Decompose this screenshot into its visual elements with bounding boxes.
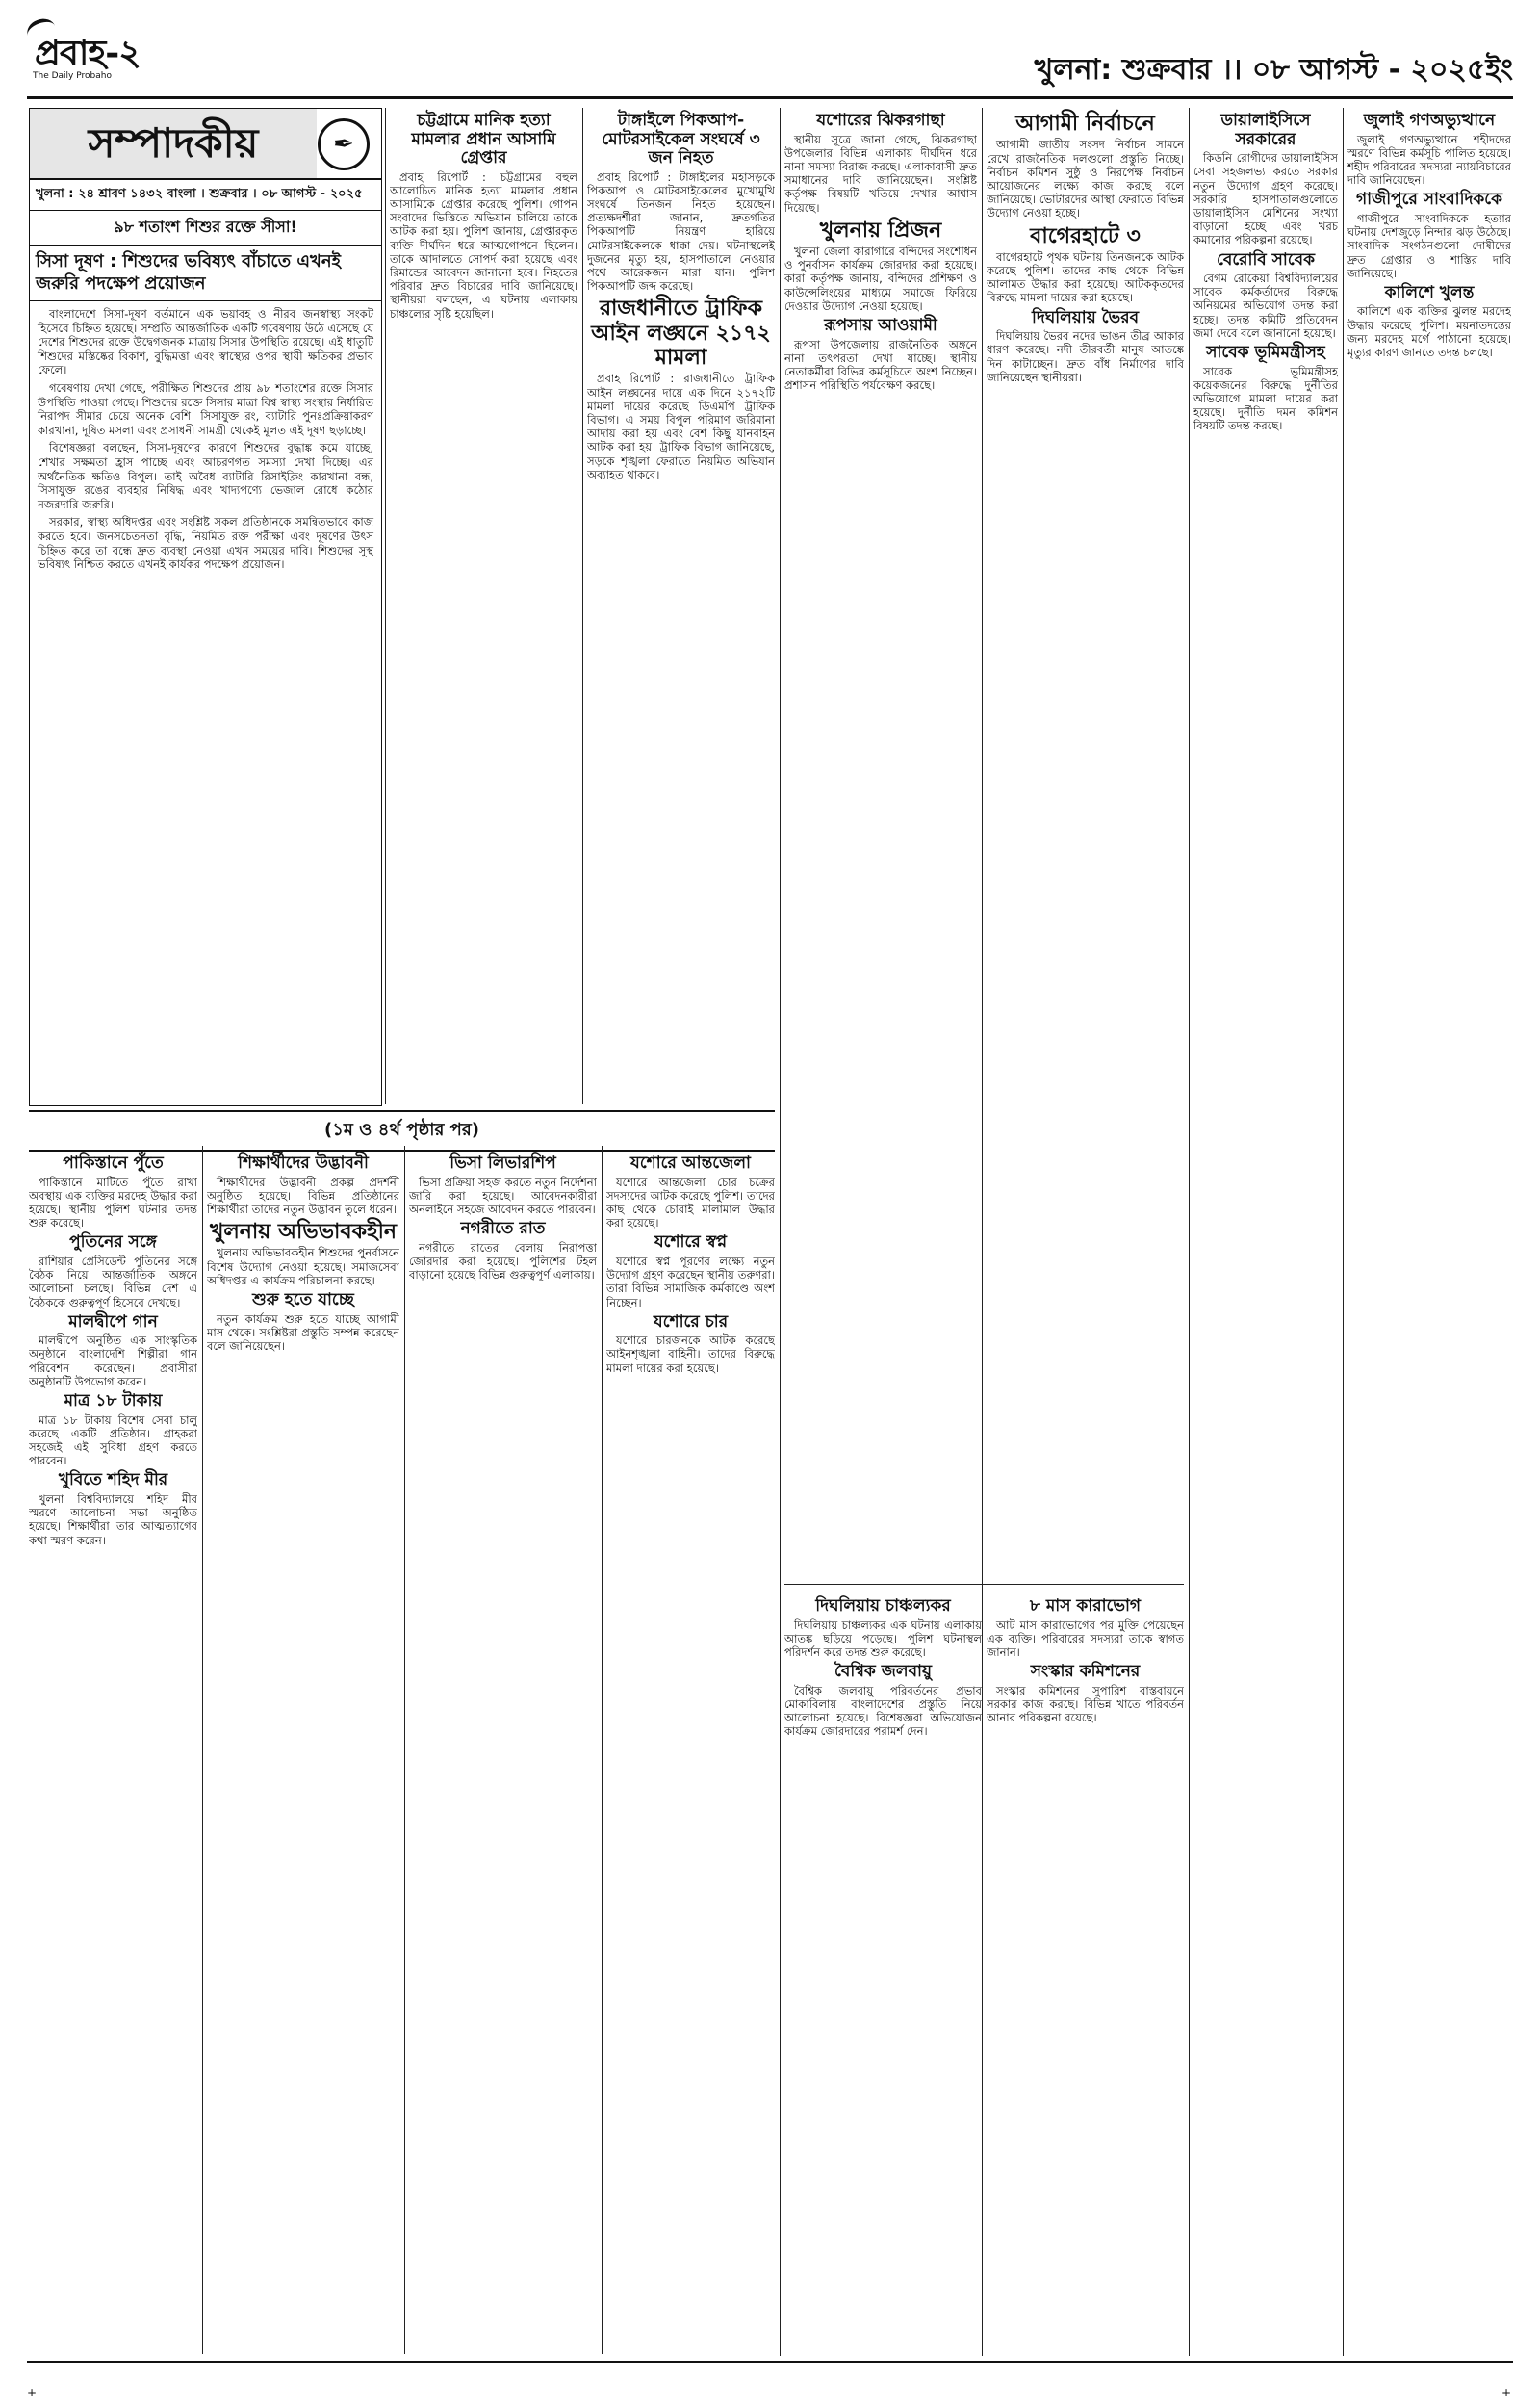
editorial-box <box>29 108 382 1106</box>
article-body: খুলনা জেলা কারাগারে বন্দিদের সংশোধন ও পুনর্বাসন কার্যক্রম জোরদার করা হয়েছে। কারা কর্তৃপক্ষ জানায়, বন্দিদের প্রশিক্ষণ ও কাউন্সেলিংয়ের মাধ্যমে সমাজে ফিরিয়ে দেওয়ার উদ্যোগ নেওয়া হয়েছে। <box>784 245 977 313</box>
column-4-bottom <box>606 1151 775 2354</box>
column-rule <box>1189 108 1190 2356</box>
article-body: সাবেক ভূমিমন্ত্রীসহ কয়েকজনের বিরুদ্ধে দুর্নীতির অভিযোগে মামলা দায়ের করা হয়েছে। দুর্নীতি দমন কমিশন বিষয়টি তদন্ত করছে। <box>1194 364 1338 433</box>
column-rule <box>780 108 781 2356</box>
logo-subtitle: The Daily Probaho <box>33 71 112 81</box>
article-body: খুলনায় অভিভাবকহীন শিশুদের পুনর্বাসনে বিশেষ উদ্যোগ নেওয়া হয়েছে। সমাজসেবা অধিদপ্তর এ কার্যক্রম পরিচালনা করছে। <box>207 1246 399 1287</box>
editorial-paragraph: সরকার, স্বাস্থ্য অধিদপ্তর এবং সংশ্লিষ্ট সকল প্রতিষ্ঠানকে সমন্বিতভাবে কাজ করতে হবে। জনসচেতনতা বৃদ্ধি, নিয়মিত রক্ত পরীক্ষা এবং দূষণের উৎস চিহ্নিত করে তা বন্ধে দ্রুত ব্যবস্থা নেওয়া এখন সময়ের দাবি। শিশুদের সুস্থ ভবিষ্যৎ নিশ্চিত করতে এখনই কার্যকর পদক্ষেপ প্রয়োজন। <box>38 515 373 572</box>
article-body: জুলাই গণঅভ্যুত্থানে শহীদদের স্মরণে বিভিন্ন কর্মসূচি পালিত হয়েছে। শহীদ পরিবারের সদস্যরা ন্যায়বিচারের দাবি জানিয়েছেন। <box>1348 132 1511 188</box>
article-body: প্রবাহ রিপোর্ট : টাঙ্গাইলের মহাসড়কে পিকআপ ও মোটরসাইকেলের মুখোমুখি সংঘর্ষে তিনজন নিহত হয়েছেন। প্রত্যক্ষদর্শীরা জানান, দ্রুতগতির পিকআপটি নিয়ন্ত্রণ হারিয়ে মোটরসাইকেলকে ধাক্কা দেয়। ঘটনাস্থলেই দুজনের মৃত্যু হয়, হাসপাতালে নেওয়ার পথে আরেকজন মারা যান। পুলিশ পিকআপটি জব্দ করেছে। <box>587 169 775 294</box>
editorial-paragraph: বিশেষজ্ঞরা বলছেন, সিসা-দূষণের কারণে শিশুদের বুদ্ধাঙ্ক কমে যাচ্ছে, শেখার সক্ষমতা হ্রাস পাচ্ছে এবং আচরণগত সমস্যা দেখা দিচ্ছে। এর অর্থনৈতিক ক্ষতিও বিপুল। তাই অবৈধ ব্যাটারি রিসাইক্লিং কারখানা বন্ধ, সিসাযুক্ত রঙের ব্যবহার নিষিদ্ধ এবং খাদ্যপণ্যে ভেজাল রোধে কঠোর নজরদারি জরুরি। <box>38 441 373 511</box>
column-rule <box>202 1146 203 2354</box>
column-3-bottom <box>409 1151 597 2354</box>
article-headline: যশোরে স্বপ্ন <box>654 1232 728 1253</box>
article-body: ভিসা প্রক্রিয়া সহজ করতে নতুন নির্দেশনা জারি করা হয়েছে। আবেদনকারীরা অনলাইনে সহজে আবেদন করতে পারবেন। <box>409 1175 597 1216</box>
crop-mark: + <box>1502 2386 1512 2399</box>
article-body: প্রবাহ রিপোর্ট : চট্টগ্রামের বহুল আলোচিত মানিক হত্যা মামলার প্রধান আসামিকে গ্রেপ্তার করেছে পুলিশ। গোপন সংবাদের ভিত্তিতে অভিযান চালিয়ে তাকে আটক করা হয়। পুলিশ জানায়, গ্রেপ্তারকৃত ব্যক্তি দীর্ঘদিন ধরে আত্মগোপনে ছিলেন। তাকে আদালতে সোপর্দ করা হয়েছে এবং রিমান্ডের আবেদন জানানো হবে। নিহতের পরিবার দ্রুত বিচারের দাবি জানিয়েছে। স্থানীয়রা বলছেন, এ ঘটনায় এলাকায় চাঞ্চল্যের সৃষ্টি হয়েছিল। <box>390 169 578 321</box>
article-body: নতুন কার্যক্রম শুরু হতে যাচ্ছে আগামী মাস থেকে। সংশ্লিষ্টরা প্রস্তুতি সম্পন্ন করেছেন বলে জানিয়েছেন। <box>207 1311 399 1354</box>
page-dateline: খুলনা: শুক্রবার ।। ০৮ আগস্ট - ২০২৫ইং <box>1034 53 1513 87</box>
article-headline: বৈশ্বিক জলবায়ু <box>834 1662 932 1682</box>
logo-text: প্রবাহ-২ <box>35 33 141 73</box>
article-body: বাগেরহাটে পৃথক ঘটনায় তিনজনকে আটক করেছে পুলিশ। তাদের কাছ থেকে বিভিন্ন আলামত উদ্ধার করা হয়েছে। আটককৃতদের বিরুদ্ধে মামলা দায়ের করা হয়েছে। <box>987 249 1184 305</box>
article-headline: রাজধানীতে ট্রাফিক আইন লঙ্ঘনে ২১৭২ মামলা <box>591 297 771 371</box>
article-body: দিঘলিয়ায় চাঞ্চল্যকর এক ঘটনায় এলাকায় আতঙ্ক ছড়িয়ে পড়েছে। পুলিশ ঘটনাস্থল পরিদর্শন করে তদন্ত শুরু করেছে। <box>784 1618 982 1659</box>
article-headline: মাত্র ১৮ টাকায় <box>64 1391 163 1411</box>
article-body: যশোরে স্বপ্ন পূরণের লক্ষ্যে নতুন উদ্যোগ গ্রহণ করেছেন স্থানীয় তরুণরা। তারা বিভিন্ন সামাজিক কর্মকাণ্ডে অংশ নিচ্ছেন। <box>606 1254 775 1309</box>
article-body: বৈশ্বিক জলবায়ু পরিবর্তনের প্রভাব মোকাবিলায় বাংলাদেশের প্রস্তুতি নিয়ে আলোচনা হয়েছে। বিশেষজ্ঞরা অভিযোজন কার্যক্রম জোরদারের পরামর্শ দেন। <box>784 1683 982 1739</box>
editorial-title: সম্পাদকীয় <box>30 109 317 178</box>
column-3-top <box>587 108 775 1109</box>
article-body: মালদ্বীপে অনুষ্ঠিত এক সাংস্কৃতিক অনুষ্ঠানে বাংলাদেশি শিল্পীরা গান পরিবেশন করেছেন। প্রবাসীরা অনুষ্ঠানটি উপভোগ করেন। <box>29 1333 197 1388</box>
editorial-paragraph: বাংলাদেশে সিসা-দূষণ বর্তমানে এক ভয়াবহ ও নীরব জনস্বাস্থ্য সংকট হিসেবে চিহ্নিত হয়েছে। সম্প্রতি আন্তর্জাতিক একটি গবেষণায় উঠে এসেছে যে দেশের শিশুদের রক্তে উদ্বেগজনক মাত্রায় সিসার উপস্থিতি রয়েছে। এই ধাতুটি শিশুদের মস্তিষ্কের বিকাশ, বুদ্ধিমত্তা এবং স্বাস্থ্যের ওপর স্থায়ী ক্ষতিকর প্রভাব ফেলে। <box>38 307 373 377</box>
article-headline: চট্টগ্রামে মানিক হত্যা মামলার প্রধান আসামি গ্রেপ্তার <box>411 111 556 168</box>
article-headline: ভিসা লিভারশিপ <box>449 1153 556 1173</box>
article-body: দিঘলিয়ায় ভৈরব নদের ভাঙন তীব্র আকার ধারণ করেছে। নদী তীরবর্তী মানুষ আতঙ্কে দিন কাটাচ্ছেন। দ্রুত বাঁধ নির্মাণের দাবি জানিয়েছেন স্থানীয়রা। <box>987 329 1184 384</box>
article-headline: সাবেক ভূমিমন্ত্রীসহ <box>1206 343 1325 363</box>
editorial-body <box>30 301 381 582</box>
article-headline: যশোরে চার <box>653 1311 729 1332</box>
article-body: যশোরে আন্তজেলা চোর চক্রের সদস্যদের আটক করেছে পুলিশ। তাদের কাছ থেকে চোরাই মালামাল উদ্ধার করা হয়েছে। <box>606 1175 775 1230</box>
column-rule <box>582 108 583 1104</box>
article-body: রাশিয়ার প্রেসিডেন্ট পুতিনের সঙ্গে বৈঠক নিয়ে আন্তর্জাতিক অঙ্গনে আলোচনা চলছে। বিভিন্ন দেশ এ বৈঠককে গুরুত্বপূর্ণ হিসেবে দেখছে। <box>29 1254 197 1309</box>
article-headline: ডায়ালাইসিসে সরকারের <box>1220 111 1311 149</box>
column-rule <box>982 108 983 2356</box>
article-body: রূপসা উপজেলায় রাজনৈতিক অঙ্গনে নানা তৎপরতা দেখা যাচ্ছে। স্থানীয় নেতাকর্মীরা বিভিন্ন কর্মসূচিতে অংশ নিচ্ছেন। প্রশাসন পরিস্থিতি পর্যবেক্ষণ করছে। <box>784 337 977 393</box>
article-body: কিডনি রোগীদের ডায়ালাইসিস সেবা সহজলভ্য করতে সরকার নতুন উদ্যোগ গ্রহণ করেছে। সরকারি হাসপাতালগুলোতে ডায়ালাইসিস মেশিনের সংখ্যা বাড়ানো হচ্ছে এবং খরচ কমানোর পরিকল্পনা রয়েছে। <box>1194 151 1338 247</box>
page-bottom-rule <box>27 2361 1513 2363</box>
editorial-header <box>30 109 381 180</box>
column-4-top <box>784 108 977 1581</box>
article-body: বেগম রোকেয়া বিশ্ববিদ্যালয়ের সাবেক কর্মকর্তাদের বিরুদ্ধে অনিয়মের অভিযোগ তদন্ত করা হচ্ছে। তদন্ত কমিটি প্রতিবেদন জমা দেবে বলে জানানো হয়েছে। <box>1194 272 1338 340</box>
article-body: গাজীপুরে সাংবাদিককে হত্যার ঘটনায় দেশজুড়ে নিন্দার ঝড় উঠেছে। সাংবাদিক সংগঠনগুলো দোষীদের দ্রুত গ্রেপ্তার ও শাস্তির দাবি জানিয়েছে। <box>1348 211 1511 280</box>
column-rule <box>404 1146 405 2354</box>
article-body: সংস্কার কমিশনের সুপারিশ বাস্তবায়নে সরকার কাজ করছে। বিভিন্ন খাতে পরিবর্তন আনার পরিকল্পনা রয়েছে। <box>987 1683 1184 1725</box>
article-headline: টাঙ্গাইলে পিকআপ-মোটরসাইকেল সংঘর্ষে ৩ জন নিহত <box>602 111 760 168</box>
article-headline: বাগেরহাটে ৩ <box>1030 223 1141 248</box>
newspaper-logo <box>27 19 191 87</box>
article-body: স্থানীয় সূত্রে জানা গেছে, ঝিকরগাছা উপজেলার বিভিন্ন এলাকায় দীর্ঘদিন ধরে নানা সমস্যা বিরাজ করছে। এলাকাবাসী দ্রুত সমাধানের দাবি জানিয়েছেন। সংশ্লিষ্ট কর্তৃপক্ষ বিষয়টি খতিয়ে দেখার আশ্বাস দিয়েছে। <box>784 132 977 215</box>
article-headline: পুতিনের সঙ্গে <box>69 1232 157 1253</box>
article-body: শিক্ষার্থীদের উদ্ভাবনী প্রকল্প প্রদর্শনী অনুষ্ঠিত হয়েছে। বিভিন্ন প্রতিষ্ঠানের শিক্ষার্থীরা তাদের নতুন উদ্ভাবন তুলে ধরেন। <box>207 1175 399 1216</box>
article-headline: দিঘলিয়ায় চাঞ্চল্যকর <box>815 1596 951 1616</box>
article-headline: ৮ মাস কারাভোগ <box>1029 1596 1142 1616</box>
column-6-bottom <box>987 1593 1184 2354</box>
article-body: পাকিস্তানে মাটিতে পুঁতে রাখা অবস্থায় এক ব্যক্তির মরদেহ উদ্ধার করা হয়েছে। স্থানীয় পুলিশ ঘটনার তদন্ত শুরু করেছে। <box>29 1175 197 1230</box>
article-headline: কালিশে খুলন্ত <box>1384 282 1475 302</box>
article-headline: গাজীপুরে সাংবাদিককে <box>1355 190 1503 210</box>
article-headline: শুরু হতে যাচ্ছে <box>252 1290 354 1310</box>
article-headline: শিক্ষার্থীদের উদ্ভাবনী <box>238 1153 369 1173</box>
column-7 <box>1348 108 1511 2370</box>
article-headline: জুলাই গণঅভ্যুত্থানে <box>1363 111 1496 130</box>
column-rule <box>1343 108 1344 2356</box>
article-headline: আগামী নির্বাচনে <box>1015 112 1155 136</box>
column-6 <box>1194 108 1338 2370</box>
article-body: আট মাস কারাভোগের পর মুক্তি পেয়েছেন এক ব্যক্তি। পরিবারের সদস্যরা তাকে স্বাগত জানান। <box>987 1618 1184 1659</box>
column-5-top <box>987 108 1184 1581</box>
column-rule <box>385 108 386 1104</box>
article-headline: পাকিস্তানে পুঁতে <box>63 1153 164 1173</box>
article-body: আগামী জাতীয় সংসদ নির্বাচন সামনে রেখে রাজনৈতিক দলগুলো প্রস্তুতি নিচ্ছে। নির্বাচন কমিশন সুষ্ঠু ও নিরপেক্ষ নির্বাচন আয়োজনের লক্ষ্যে কাজ করছে বলে জানিয়েছে। ভোটারদের আস্থা ফেরাতে বিভিন্ন উদ্যোগ নেওয়া হচ্ছে। <box>987 138 1184 220</box>
column-5-bottom <box>784 1593 982 2354</box>
article-body: কালিশে এক ব্যক্তির ঝুলন্ত মরদেহ উদ্ধার করেছে পুলিশ। ময়নাতদন্তের জন্য মরদেহ মর্গে পাঠানো হয়েছে। মৃত্যুর কারণ জানতে তদন্ত চলছে। <box>1348 304 1511 360</box>
editorial-subhead: ৯৮ শতাংশ শিশুর রক্তে সীসা! <box>30 211 381 246</box>
column-rule <box>602 1146 603 2354</box>
editorial-headline: সিসা দূষণ : শিশুদের ভবিষ্যৎ বাঁচাতে এখনই জরুরি পদক্ষেপ প্রয়োজন <box>30 246 381 301</box>
article-body: নগরীতে রাতের বেলায় নিরাপত্তা জোরদার করা হয়েছে। পুলিশের টহল বাড়ানো হয়েছে বিভিন্ন গুরুত্বপূর্ণ এলাকায়। <box>409 1240 597 1282</box>
editorial-paragraph: গবেষণায় দেখা গেছে, পরীক্ষিত শিশুদের প্রায় ৯৮ শতাংশের রক্তে সিসার উপস্থিতি পাওয়া গেছে। শিশুদের রক্তে সিসার মাত্রা বিশ্ব স্বাস্থ্য সংস্থার নির্ধারিত নিরাপদ সীমার চেয়ে অনেক বেশি। সিসাযুক্ত রং, ব্যাটারি পুনঃপ্রক্রিয়াকরণ কারখানা, দূষিত মসলা এবং প্রসাধনী সামগ্রী থেকেই মূলত এই দূষণ ছড়াচ্ছে। <box>38 380 373 437</box>
column-2-bottom <box>207 1151 399 2354</box>
article-body: খুলনা বিশ্ববিদ্যালয়ে শহিদ মীর স্মরণে আলোচনা সভা অনুষ্ঠিত হয়েছে। শিক্ষার্থীরা তার আত্মত্যাগের কথা স্মরণ করেন। <box>29 1491 197 1547</box>
article-headline: বেরোবি সাবেক <box>1216 249 1316 270</box>
crop-mark: + <box>27 2386 38 2399</box>
column-2-top <box>390 108 578 1109</box>
article-headline: যশোরে আন্তজেলা <box>630 1153 751 1173</box>
article-headline: যশোরের ঝিকরগাছা <box>816 111 945 130</box>
pen-icon: ✒ <box>318 118 370 170</box>
article-headline: রূপসায় আওয়ামী <box>824 316 937 336</box>
article-headline: দিঘলিয়ায় ভৈরব <box>1031 307 1140 327</box>
article-headline: মালদ্বীপে গান <box>68 1311 158 1332</box>
section-rule <box>784 1584 1184 1585</box>
editorial-date: খুলনা : ২৪ শ্রাবণ ১৪৩২ বাংলা । শুক্রবার । ০৮ আগস্ট - ২০২৫ <box>30 180 381 211</box>
article-body: প্রবাহ রিপোর্ট : রাজধানীতে ট্রাফিক আইন লঙ্ঘনের দায়ে এক দিনে ২১৭২টি মামলা দায়ের করেছে ডিএমপি ট্রাফিক বিভাগ। এ সময় বিপুল পরিমাণ জরিমানা আদায় করা হয় এবং বেশ কিছু যানবাহন আটক করা হয়। ট্রাফিক বিভাগ জানিয়েছে, সড়কে শৃঙ্খলা ফেরাতে নিয়মিত অভিযান অব্যাহত থাকবে। <box>587 372 775 481</box>
article-headline: সংস্কার কমিশনের <box>1030 1662 1141 1682</box>
article-body: মাত্র ১৮ টাকায় বিশেষ সেবা চালু করেছে একটি প্রতিষ্ঠান। গ্রাহকরা সহজেই এই সুবিধা গ্রহণ করতে পারবেন। <box>29 1412 197 1468</box>
article-body: যশোরে চারজনকে আটক করেছে আইনশৃঙ্খলা বাহিনী। তাদের বিরুদ্ধে মামলা দায়ের করা হয়েছে। <box>606 1333 775 1375</box>
continued-banner-left: (১ম ও ৪র্থ পৃষ্ঠার পর) <box>29 1110 775 1152</box>
article-headline: খুবিতে শহিদ মীর <box>58 1470 168 1490</box>
article-headline: খুলনায় অভিভাবকহীন <box>209 1220 398 1245</box>
article-headline: খুলনায় প্রিজন <box>819 218 942 243</box>
masthead <box>27 17 1513 99</box>
article-headline: নগরীতে রাত <box>460 1219 546 1239</box>
column-1-bottom <box>29 1151 197 2354</box>
